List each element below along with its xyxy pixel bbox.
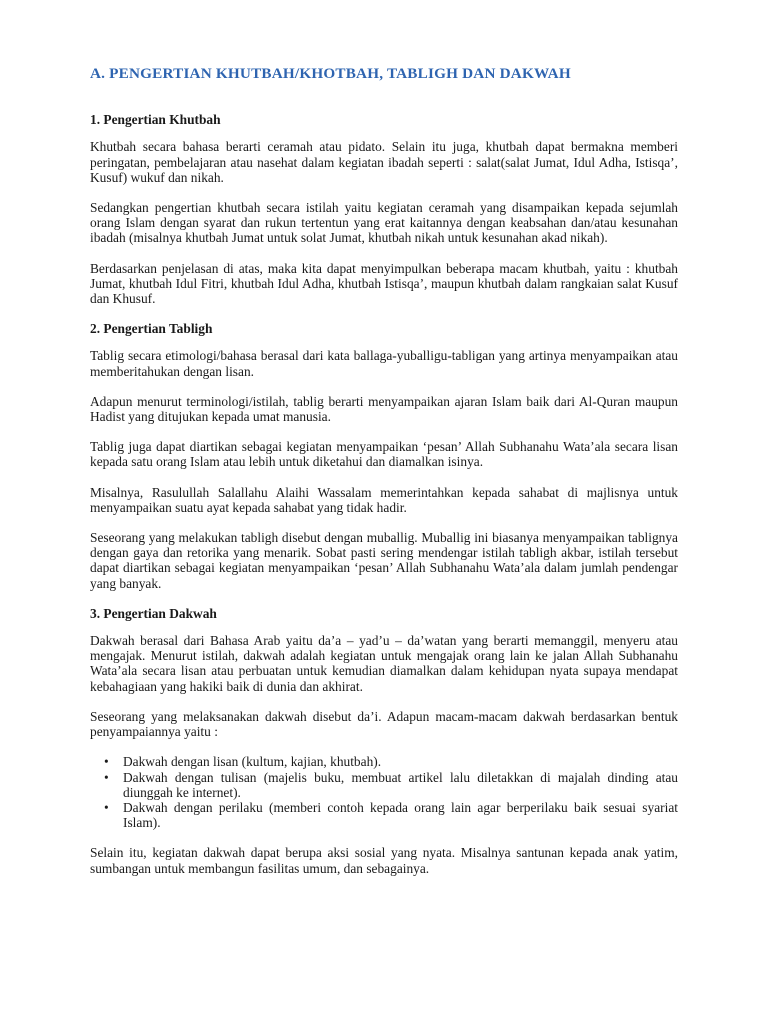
document-page xyxy=(90,66,678,891)
paragraph: Seseorang yang melakukan tabligh disebut dengan muballig. Muballig ini biasanya menyampaikan tablignya dengan gaya dan retorika yang menarik. Sobat pasti sering mendengar istilah tabligh akbar, istilah tersebut dapat diartikan sebagai kegiatan menyampaikan ‘pesan’ Allah Subhanahu Wata’ala dalam jumlah pendengar yang banyak. xyxy=(90,530,678,591)
paragraph: Khutbah secara bahasa berarti ceramah atau pidato. Selain itu juga, khutbah dapat bermakna memberi peringatan, pembelajaran atau nasehat dalam kegiatan ibadah seperti : salat(salat Jumat, Idul Adha, Istisqa’, Kusuf) wukuf dan nikah. xyxy=(90,139,678,185)
paragraph: Seseorang yang melaksanakan dakwah disebut da’i. Adapun macam-macam dakwah berdasarkan bentuk penyampaiannya yaitu : xyxy=(90,708,678,740)
paragraph: Sedangkan pengertian khutbah secara istilah yaitu kegiatan ceramah yang disampaikan kepada sejumlah orang Islam dengan syarat dan rukun tertentun yang erat kaitannya dengan keabsahan dan/atau kesunahan ibadah (misalnya khutbah Jumat untuk solat Jumat, khutbah nikah untuk kesunahan akad nikah). xyxy=(90,200,678,246)
list-item-text: Dakwah dengan tulisan (majelis buku, membuat artikel lalu diletakkan di majalah dinding atau diunggah ke internet). xyxy=(123,769,678,800)
list-item-text: Dakwah dengan lisan (kultum, kajian, khutbah). xyxy=(123,754,382,770)
list-item xyxy=(90,770,678,800)
bullet-list xyxy=(90,754,678,830)
bullet-icon: • xyxy=(104,769,109,785)
paragraph: Selain itu, kegiatan dakwah dapat berupa aksi sosial yang nyata. Misalnya santunan kepada anak yatim, sumbangan untuk membangun fasilitas umum, dan sebagainya. xyxy=(90,845,678,876)
paragraph: Berdasarkan penjelasan di atas, maka kita dapat menyimpulkan beberapa macam khutbah, yaitu : khutbah Jumat, khutbah Idul Fitri, khutbah Idul Adha, khutbah Istisqa’, maupun khutbah dalam rangkaian salat Kusuf dan Khusuf. xyxy=(90,260,678,307)
document-title: A. PENGERTIAN KHUTBAH/KHOTBAH, TABLIGH DAN DAKWAH xyxy=(90,65,571,82)
section-heading: 3. Pengertian Dakwah xyxy=(90,605,217,621)
paragraph: Dakwah berasal dari Bahasa Arab yaitu da’a – yad’u – da’watan yang berarti memanggil, menyeru atau mengajak. Menurut istilah, dakwah adalah kegiatan untuk mengajak orang lain ke jalan Allah Subhanahu Wata’ala secara lisan atau perbuatan untuk kemudian diamalkan dalam kehidupan nyata supaya mendapat kebahagiaan yang hakiki baik di dunia dan akhirat. xyxy=(90,633,678,694)
bullet-icon: • xyxy=(104,754,109,770)
list-item xyxy=(90,800,678,830)
section-tabligh xyxy=(90,321,678,591)
bullet-icon: • xyxy=(104,799,109,815)
section-dakwah xyxy=(90,606,678,876)
paragraph: Misalnya, Rasulullah Salallahu Alaihi Wassalam memerintahkan kepada sahabat di majlisnya untuk menyampaikan suatu ayat kepada sahabat yang tidak hadir. xyxy=(90,484,678,515)
section-heading: 2. Pengertian Tabligh xyxy=(90,321,213,337)
paragraph: Tablig juga dapat diartikan sebagai kegiatan menyampaikan ‘pesan’ Allah Subhanahu Wata’ala secara lisan kepada satu orang Islam atau lebih untuk diketahui dan diamalkan isinya. xyxy=(90,439,678,470)
paragraph: Tablig secara etimologi/bahasa berasal dari kata ballaga-yuballigu-tabligan yang artinya menyampaikan atau memberitahukan dengan lisan. xyxy=(90,348,678,379)
section-heading: 1. Pengertian Khutbah xyxy=(90,112,221,128)
paragraph: Adapun menurut terminologi/istilah, tablig berarti menyampaikan ajaran Islam baik dari Al-Quran maupun Hadist yang ditujukan kepada umat manusia. xyxy=(90,393,678,425)
list-item-text: Dakwah dengan perilaku (memberi contoh kepada orang lain agar berperilaku baik sesuai syariat Islam). xyxy=(123,799,678,831)
list-item xyxy=(90,754,678,769)
section-khutbah xyxy=(90,112,678,306)
